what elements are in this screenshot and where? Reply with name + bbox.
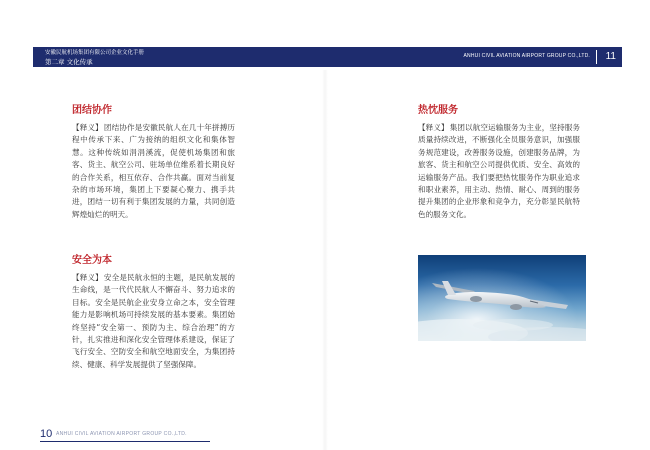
page-number-right: 11 <box>605 51 616 62</box>
header-company-manual: 安徽民航机场集团有限公司企业文化手册 <box>45 50 145 56</box>
airplane-photo <box>418 255 586 341</box>
header-band <box>33 47 622 67</box>
footer-company-en: ANHUI CIVIL AVIATION AIRPORT GROUP CO.,LTD. <box>56 431 187 437</box>
section-safety <box>72 254 235 371</box>
section-text-service: 集团以航空运输服务为主业，坚持服务质量持续改进，不断强化全员服务意识，加强服务规范建设，改善服务设施，创建服务品牌，为旅客、货主和航空公司提供优质、安全、高效的运输服务产品。我们要把热忱服务作为职业追求和职业素养，用主动、热情、耐心、周到的服务提升集团的企业形象和竞争力，充分彰显民航特色的服务文化。 <box>418 123 581 219</box>
page-number-left: 10 <box>40 428 53 440</box>
airplane-engine <box>510 304 522 310</box>
page-gutter <box>322 70 328 450</box>
section-text-safety: 安全是民航永恒的主题，是民航发展的生命线，是一代代民航人不懈奋斗、努力追求的目标。安全是民航企业安身立命之本，安全管理能力是影响机场可持续发展的基本要素。集团始终坚持“安全第一、预防为主、综合治理”的方针，扎实推进和深化安全管理体系建设，保证了飞行安全、空防安全和航空地面安全，为集团持续、健康、科学发展提供了坚强保障。 <box>72 273 236 369</box>
airplane-engine <box>470 296 482 302</box>
section-body-safety <box>72 272 235 371</box>
header-chapter: 第二章 文化传承 <box>45 58 93 66</box>
section-body-unity <box>72 122 235 221</box>
section-body-service <box>418 122 580 221</box>
section-title-service: 热忱服务 <box>418 105 458 116</box>
header-divider <box>596 50 597 64</box>
section-service <box>418 104 580 221</box>
definition-tag: 【释义】 <box>72 123 103 132</box>
header-left <box>45 49 144 66</box>
footer-rule <box>40 441 210 442</box>
airplane-illustration <box>418 255 586 341</box>
header-company-en: ANHUI CIVIL AVIATION AIRPORT GROUP CO.,LTD. <box>463 53 590 59</box>
section-title-unity: 团结协作 <box>72 105 112 116</box>
cloud <box>473 319 553 331</box>
section-text-unity: 团结协作是安徽民航人在几十年拼搏历程中传承下来、广为接纳的组织文化和集体智慧。这种传统如涓涓溪流，促使机场集团和旅客、货主、航空公司、驻场单位维系着长期良好的合作关系，相互依存、合作共赢。面对当前复杂的市场环境，集团上下要凝心聚力、携手共进，团结一切有利于集团发展的力量，共同创造辉煌灿烂的明天。 <box>72 123 236 219</box>
definition-tag: 【释义】 <box>418 123 449 132</box>
section-unity <box>72 104 235 221</box>
section-title-safety: 安全为本 <box>72 255 112 266</box>
definition-tag: 【释义】 <box>72 273 103 282</box>
